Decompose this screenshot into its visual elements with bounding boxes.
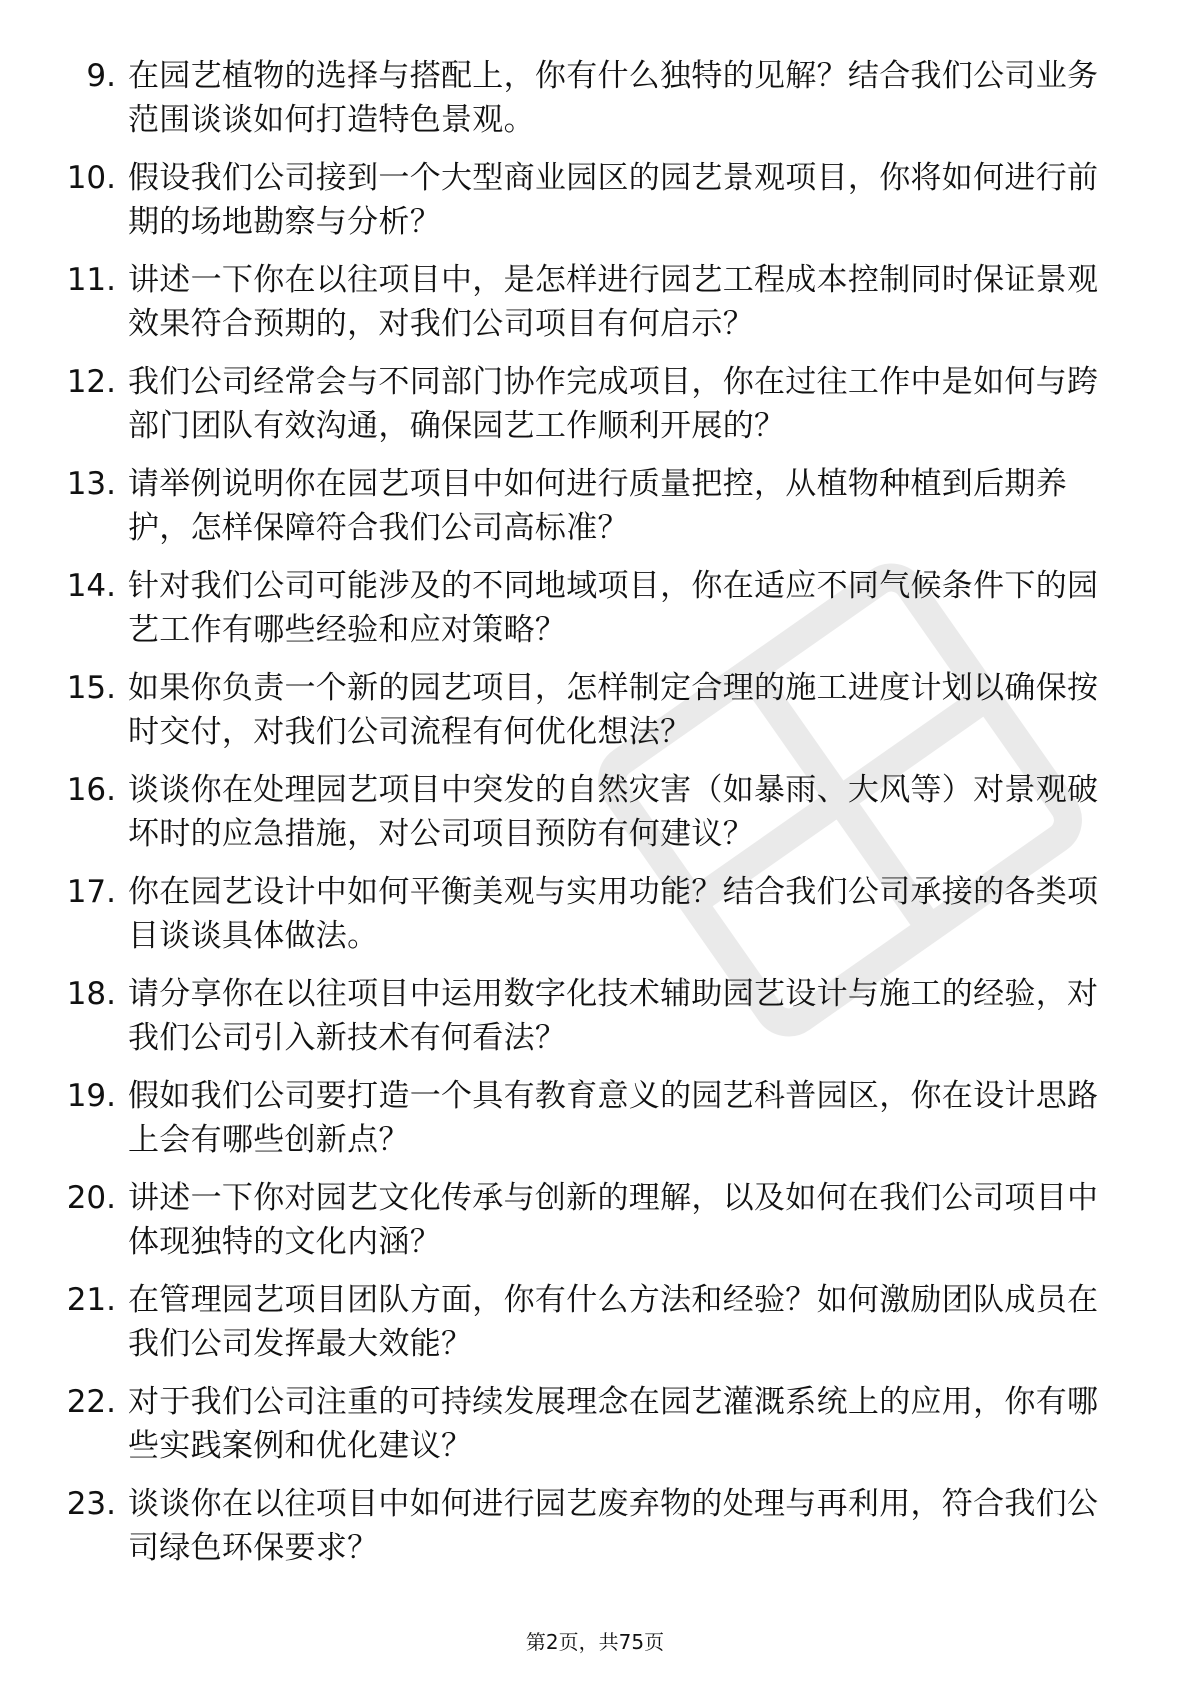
question-number: 21. bbox=[66, 1282, 116, 1318]
question-text: 请分享你在以往项目中运用数字化技术辅助园艺设计与施工的经验，对我们公司引入新技术有何看法？ bbox=[128, 976, 1099, 1056]
question-number: 18. bbox=[66, 976, 116, 1012]
question-number: 13. bbox=[66, 466, 116, 502]
list-item bbox=[56, 54, 1116, 156]
question-number: 11. bbox=[66, 262, 116, 298]
question-text: 你在园艺设计中如何平衡美观与实用功能？结合我们公司承接的各类项目谈谈具体做法。 bbox=[128, 874, 1099, 954]
question-number: 15. bbox=[66, 670, 116, 706]
list-item bbox=[56, 1482, 1116, 1584]
question-text: 请举例说明你在园艺项目中如何进行质量把控，从植物种植到后期养护，怎样保障符合我们公司高标准？ bbox=[128, 466, 1067, 546]
question-text: 对于我们公司注重的可持续发展理念在园艺灌溉系统上的应用，你有哪些实践案例和优化建议？ bbox=[128, 1384, 1099, 1464]
list-item bbox=[56, 1074, 1116, 1176]
question-number: 12. bbox=[66, 364, 116, 400]
list-item bbox=[56, 1176, 1116, 1278]
list-item bbox=[56, 360, 1116, 462]
question-text: 针对我们公司可能涉及的不同地域项目，你在适应不同气候条件下的园艺工作有哪些经验和应对策略？ bbox=[128, 568, 1099, 648]
question-list bbox=[56, 54, 1116, 1584]
question-number: 10. bbox=[66, 160, 116, 196]
question-text: 谈谈你在处理园艺项目中突发的自然灾害（如暴雨、大风等）对景观破坏时的应急措施，对公司项目预防有何建议？ bbox=[128, 772, 1099, 852]
question-text: 讲述一下你对园艺文化传承与创新的理解，以及如何在我们公司项目中体现独特的文化内涵？ bbox=[128, 1180, 1099, 1260]
list-item bbox=[56, 462, 1116, 564]
question-text: 在园艺植物的选择与搭配上，你有什么独特的见解？结合我们公司业务范围谈谈如何打造特色景观。 bbox=[128, 58, 1099, 138]
question-text: 我们公司经常会与不同部门协作完成项目，你在过往工作中是如何与跨部门团队有效沟通，确保园艺工作顺利开展的？ bbox=[128, 364, 1099, 444]
question-number: 14. bbox=[66, 568, 116, 604]
list-item bbox=[56, 258, 1116, 360]
list-item bbox=[56, 1380, 1116, 1482]
question-text: 在管理园艺项目团队方面，你有什么方法和经验？如何激励团队成员在我们公司发挥最大效能？ bbox=[128, 1282, 1099, 1362]
page-footer: 第2页，共75页 bbox=[525, 1630, 665, 1654]
list-item bbox=[56, 972, 1116, 1074]
list-item bbox=[56, 1278, 1116, 1380]
question-number: 22. bbox=[66, 1384, 116, 1420]
question-number: 9. bbox=[86, 58, 116, 94]
question-text: 如果你负责一个新的园艺项目，怎样制定合理的施工进度计划以确保按时交付，对我们公司流程有何优化想法？ bbox=[128, 670, 1099, 750]
question-text: 假如我们公司要打造一个具有教育意义的园艺科普园区，你在设计思路上会有哪些创新点？ bbox=[128, 1078, 1099, 1158]
list-item bbox=[56, 768, 1116, 870]
question-text: 谈谈你在以往项目中如何进行园艺废弃物的处理与再利用，符合我们公司绿色环保要求？ bbox=[128, 1486, 1099, 1566]
list-item bbox=[56, 666, 1116, 768]
question-text: 假设我们公司接到一个大型商业园区的园艺景观项目，你将如何进行前期的场地勘察与分析？ bbox=[128, 160, 1099, 240]
list-item bbox=[56, 156, 1116, 258]
question-number: 16. bbox=[66, 772, 116, 808]
list-item bbox=[56, 564, 1116, 666]
question-number: 19. bbox=[66, 1078, 116, 1114]
list-item bbox=[56, 870, 1116, 972]
question-number: 20. bbox=[66, 1180, 116, 1216]
question-number: 17. bbox=[66, 874, 116, 910]
question-text: 讲述一下你在以往项目中，是怎样进行园艺工程成本控制同时保证景观效果符合预期的，对我们公司项目有何启示？ bbox=[128, 262, 1099, 342]
question-number: 23. bbox=[66, 1486, 116, 1522]
